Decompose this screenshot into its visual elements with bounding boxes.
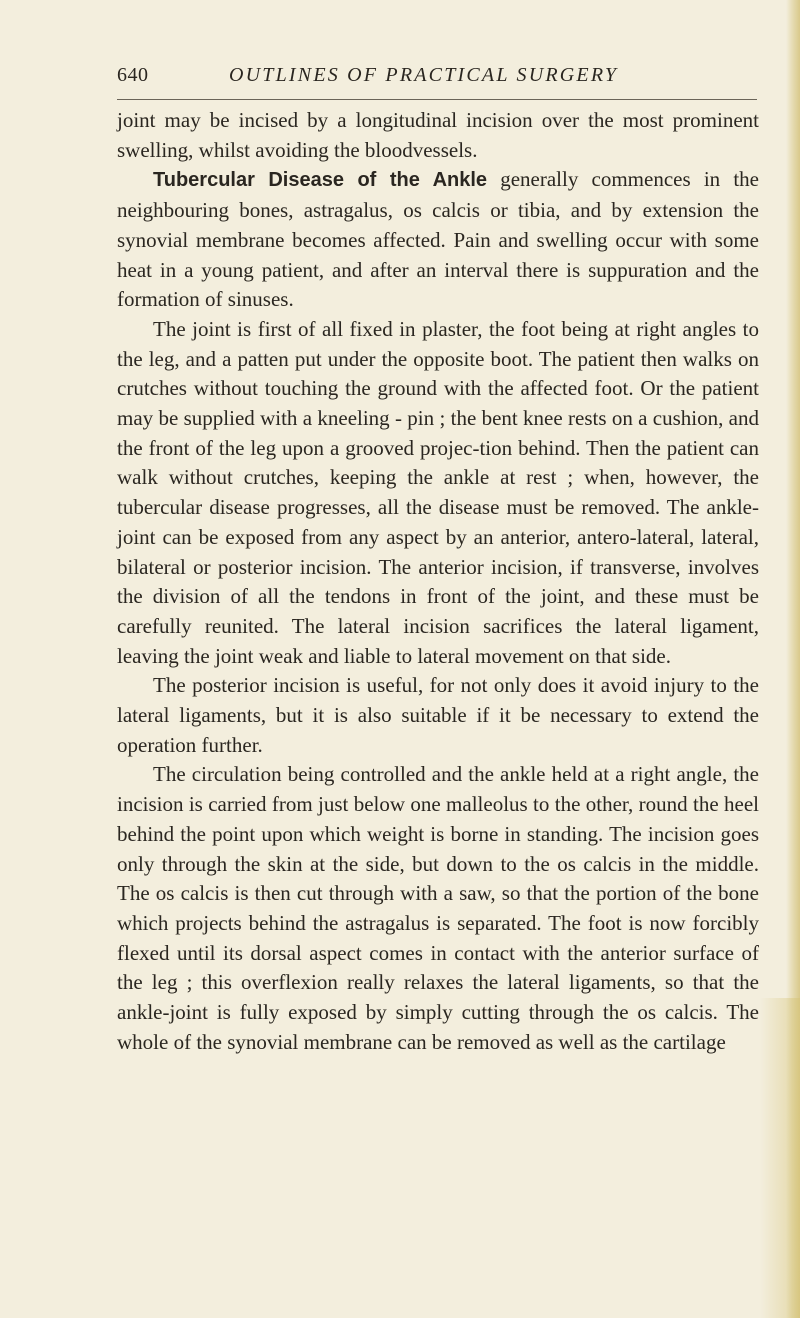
paragraph-text: The posterior incision is useful, for not only does it avoid injury to the lateral ligaments, but it is also suitable if it be necessary to extend the operation further.	[117, 673, 759, 757]
paragraph	[117, 671, 759, 760]
section-heading: Tubercular Disease of the Ankle	[153, 169, 488, 192]
body-text	[117, 106, 759, 1058]
paragraph-text: The joint is first of all fixed in plaster, the foot being at right angles to the leg, and a patten put under the opposite boot. The patient then walks on crutches without touching the ground with the affected foot. Or the patient may be supplied with a kneeling - pin ; the bent knee rests on a cushion, and the front of the leg upon a grooved projec-tion behind. Then the patient can walk without crutches, keeping the ankle at rest ; when, however, the tubercular disease progresses, all the disease must be removed. The ankle-joint can be exposed from any aspect by an anterior, antero-lateral, lateral, bilateral or posterior incision. The anterior incision, if transverse, involves the division of all the tendons in front of the joint, and these must be carefully reunited. The lateral incision sacrifices the lateral ligament, leaving the joint weak and liable to lateral movement on that side.	[117, 316, 759, 668]
paragraph-text: The circulation being controlled and the ankle held at a right angle, the incision is carried from just below one malleolus to the other, round the heel behind the point upon which weight is borne in standing. The incision goes only through the skin at the side, but down to the os calcis in the middle. The os calcis is then cut through with a saw, so that the portion of the bone which projects behind the astragalus is separated. The foot is now forcibly flexed until its dorsal aspect comes in contact with the anterior surface of the leg ; this overflexion really relaxes the lateral ligaments, so that the ankle-joint is fully exposed by simply cutting through the os calcis. The whole of the synovial membrane can be removed as well as the cartilage	[117, 762, 759, 1054]
paragraph	[117, 106, 759, 165]
running-header	[117, 64, 757, 98]
paragraph	[117, 165, 759, 315]
running-head-title: OUTLINES OF PRACTICAL SURGERY	[229, 64, 619, 86]
paragraph	[117, 315, 759, 671]
page-number: 640	[117, 64, 149, 86]
page-edge-stain	[760, 998, 800, 1318]
paragraph-text: joint may be incised by a longitudinal incision over the most prominent swelling, whilst avoiding the bloodvessels.	[117, 108, 759, 162]
paragraph-text: generally commences in the neighbouring bones, astragalus, os calcis or tibia, and by extension the synovial membrane becomes affected. Pain and swelling occur with some heat in a young patient, and after an interval there is suppuration and the formation of sinuses.	[117, 167, 759, 312]
header-rule	[117, 99, 757, 100]
paragraph	[117, 760, 759, 1057]
